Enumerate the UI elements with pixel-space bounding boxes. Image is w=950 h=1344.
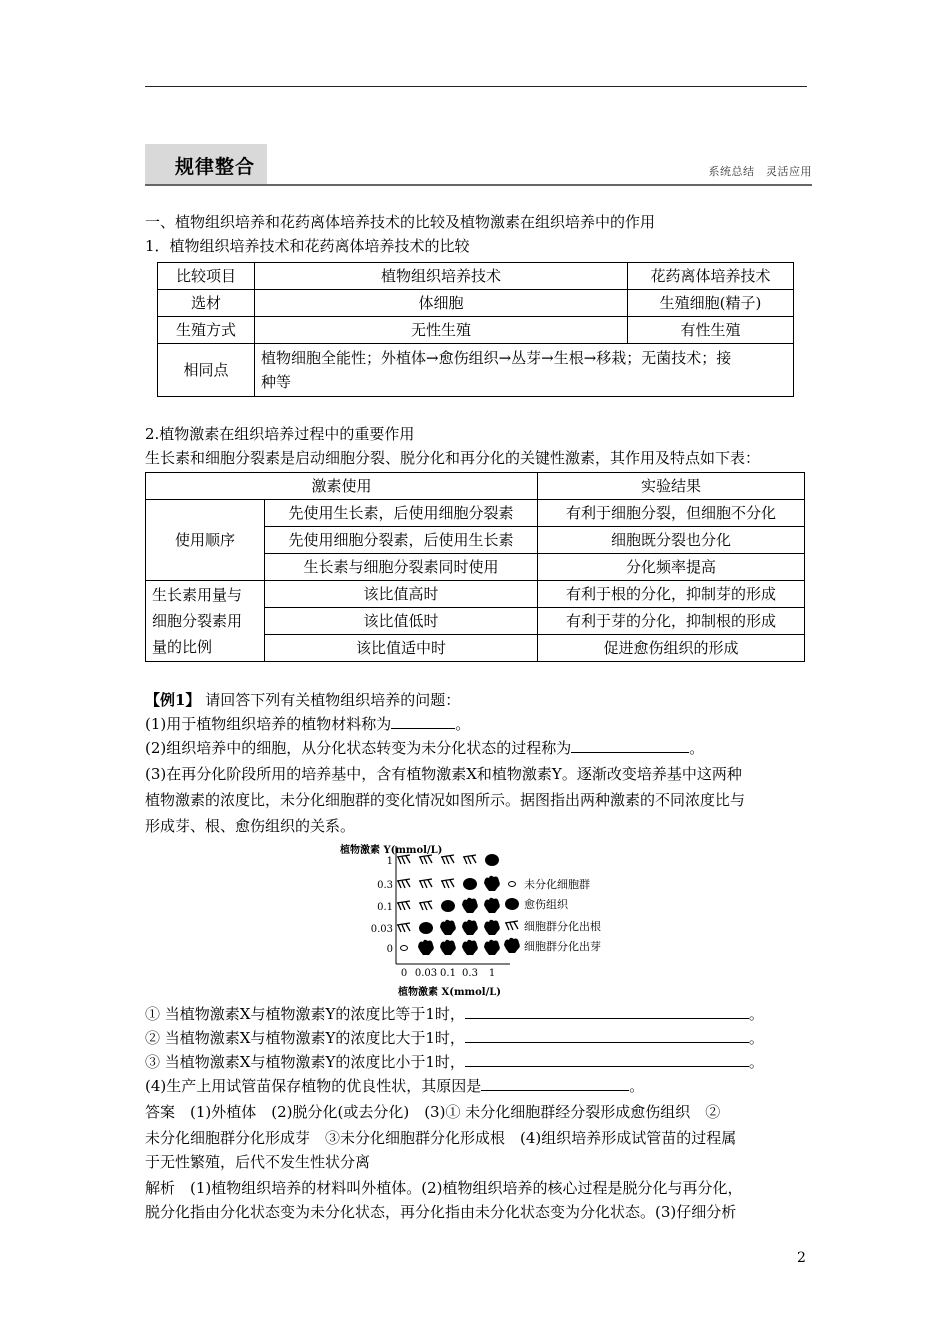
legend-label: 未分化细胞群	[524, 878, 590, 891]
table-row	[158, 263, 794, 290]
question-2-text: (2)组织培养中的细胞，从分化状态转变为未分化状态的过程称为	[145, 739, 572, 757]
sub-question-end: 。	[748, 1053, 764, 1071]
table-row	[158, 344, 794, 397]
section-subtitle: 系统总结 灵活应用	[708, 165, 812, 178]
root-stroke	[419, 855, 432, 864]
root-mark	[463, 855, 476, 864]
section-title: 规律整合	[175, 156, 256, 178]
table-row	[146, 500, 805, 527]
callus-mark	[463, 878, 477, 890]
root-stroke	[397, 879, 410, 888]
root-mark	[397, 901, 410, 910]
answer-line-2: 未分化细胞群分化形成芽 ③未分化细胞群分化形成根 (4)组织培养形成试管苗的过程属	[145, 1129, 737, 1147]
root-stroke	[441, 855, 454, 864]
group2-label-line: 细胞分裂素用	[152, 612, 243, 630]
legend-root-icon	[505, 921, 518, 930]
table-row	[146, 581, 805, 608]
table-row	[146, 473, 805, 500]
question-2	[145, 736, 704, 760]
analysis-line-2: 脱分化指由分化状态变为未分化状态，再分化指由未分化状态变为分化状态。(3)仔细分析	[145, 1203, 737, 1221]
shoot-shape	[440, 920, 456, 935]
subheading-1: 1．植物组织培养技术和花药离体培养技术的比较	[145, 237, 470, 255]
root-mark	[397, 855, 410, 864]
table-cell: 有性生殖	[628, 317, 794, 344]
analysis-line-1: 解析 (1)植物组织培养的材料叫外植体。(2)植物组织培养的核心过程是脱分化与再分化，	[145, 1179, 743, 1197]
sub-question-3-text: ③ 当植物激素X与植物激素Y的浓度比小于1时，	[145, 1053, 465, 1071]
root-stroke	[441, 879, 454, 888]
root-stroke	[397, 901, 410, 910]
table-cell: 有利于细胞分裂，但细胞不分化	[538, 500, 805, 527]
shoot-mark	[462, 920, 478, 935]
y-tick-label: 0.03	[370, 924, 393, 935]
question-4-text: (4)生产上用试管苗保存植物的优良性状，其原因是	[145, 1077, 482, 1095]
x-tick-label: 0.3	[462, 968, 478, 979]
shoot-shape	[484, 876, 500, 891]
example-line	[145, 688, 460, 712]
table-cell: 生长素与细胞分裂素同时使用	[265, 554, 538, 581]
y-tick-label: 0.3	[377, 880, 393, 891]
callus-mark	[485, 854, 499, 866]
question-2-end: 。	[689, 739, 705, 757]
sub-question-2-text: ② 当植物激素X与植物激素Y的浓度比大于1时，	[145, 1029, 465, 1047]
y-tick-label: 1	[386, 856, 393, 867]
x-tick-label: 0.1	[440, 968, 456, 979]
shoot-shape	[462, 920, 478, 935]
sub-question-2	[145, 1026, 764, 1050]
legend-label: 细胞群分化出芽	[524, 940, 601, 953]
root-stroke	[397, 855, 410, 864]
legend-shoot-icon	[504, 938, 520, 953]
shoot-mark	[484, 940, 500, 955]
y-axis-label: 植物激素 Y(mmol/L)	[340, 845, 443, 856]
sub-question-1	[145, 1002, 764, 1026]
table-cell: 该比值低时	[265, 608, 538, 635]
root-stroke	[397, 923, 410, 932]
root-stroke	[419, 879, 432, 888]
answer-blank	[571, 738, 689, 753]
table-cell: 生殖方式	[158, 317, 255, 344]
callus-mark	[441, 900, 455, 912]
question-3-line-2: 植物激素的浓度比，未分化细胞群的变化情况如图所示。据图指出两种激素的不同浓度比与	[145, 791, 746, 809]
root-mark	[397, 923, 410, 932]
table-header: 激素使用	[146, 473, 538, 500]
page-number: 2	[797, 1250, 806, 1266]
answer-blank	[465, 1004, 749, 1019]
comparison-table	[157, 262, 794, 397]
shoot-mark	[484, 898, 500, 913]
shoot-mark	[440, 940, 456, 955]
shoot-shape	[440, 940, 456, 955]
answer-blank	[465, 1028, 749, 1043]
shoot-shape	[484, 898, 500, 913]
answer-line-1: 答案 (1)外植体 (2)脱分化(或去分化) (3)① 未分化细胞群经分裂形成愈伤组织 ②	[145, 1103, 721, 1121]
example-question: 请回答下列有关植物组织培养的问题：	[205, 691, 461, 709]
root-stroke	[463, 855, 476, 864]
shoot-shape	[462, 898, 478, 913]
root-mark	[419, 901, 432, 910]
shoot-mark	[440, 920, 456, 935]
table-header: 比较项目	[158, 263, 255, 290]
root-mark	[441, 879, 454, 888]
table-cell: 有利于芽的分化，抑制根的形成	[538, 608, 805, 635]
answer-blank	[391, 714, 455, 729]
legend-label: 愈伤组织	[524, 898, 568, 911]
table-cell: 相同点	[158, 344, 255, 397]
question-1-end: 。	[455, 715, 471, 733]
y-tick-label: 0	[386, 944, 393, 955]
x-axis-label: 植物激素 X(mmol/L)	[398, 987, 502, 998]
answer-blank	[481, 1076, 629, 1091]
table-header: 花药离体培养技术	[628, 263, 794, 290]
question-3-line-3: 形成芽、根、愈伤组织的关系。	[145, 817, 356, 835]
root-mark	[397, 879, 410, 888]
table-row	[158, 290, 794, 317]
question-1	[145, 712, 470, 736]
answer-blank	[465, 1052, 749, 1067]
example-label: 【例1】	[145, 691, 201, 709]
table-cell: 细胞既分裂也分化	[538, 527, 805, 554]
shoot-shape	[462, 940, 478, 955]
table-cell: 生殖细胞(精子)	[628, 290, 794, 317]
section-heading: 一、植物组织培养和花药离体培养技术的比较及植物激素在组织培养中的作用	[145, 213, 656, 231]
section-header	[145, 144, 812, 186]
group2-label-line: 量的比例	[152, 638, 213, 656]
x-tick-label: 0	[400, 968, 408, 979]
legend-label: 细胞群分化出根	[524, 920, 601, 933]
table-cell: 分化频率提高	[538, 554, 805, 581]
table-cell: 选材	[158, 290, 255, 317]
callus-mark	[419, 922, 433, 934]
hormone-figure-svg	[340, 838, 630, 998]
legend-callus-icon	[505, 898, 519, 910]
x-tick-label: 0.03	[414, 968, 438, 979]
hormone-table	[145, 472, 805, 662]
y-tick-label: 0.1	[377, 902, 393, 913]
question-4	[145, 1074, 644, 1098]
common-line-1: 植物细胞全能性；外植体→愈伤组织→丛芽→生根→移栽；无菌技术；接	[261, 349, 732, 367]
sub-question-end: 。	[748, 1005, 764, 1023]
table-row	[158, 317, 794, 344]
root-mark	[441, 855, 454, 864]
sub-question-1-text: ① 当植物激素X与植物激素Y的浓度比等于1时，	[145, 1005, 465, 1023]
table-header: 植物组织培养技术	[255, 263, 628, 290]
shoot-mark	[418, 940, 434, 955]
table-cell: 先使用生长素，后使用细胞分裂素	[265, 500, 538, 527]
undiff-mark	[401, 946, 408, 951]
shoot-mark	[484, 876, 500, 891]
question-3-line-1: (3)在再分化阶段所用的培养基中，含有植物激素X和植物激素Y。逐渐改变培养基中这两种	[145, 765, 742, 783]
table-cell: 促进愈伤组织的形成	[538, 635, 805, 662]
group2-label-line: 生长素用量与	[152, 586, 243, 604]
shoot-mark	[462, 898, 478, 913]
root-mark	[419, 855, 432, 864]
table-header: 实验结果	[538, 473, 805, 500]
top-rule	[145, 86, 807, 87]
shoot-shape	[484, 940, 500, 955]
shoot-shape	[418, 940, 434, 955]
header-rule	[145, 184, 812, 186]
shoot-mark	[462, 940, 478, 955]
shoot-mark	[484, 920, 500, 935]
x-tick-label: 1	[488, 968, 496, 979]
table-cell: 有利于根的分化，抑制芽的形成	[538, 581, 805, 608]
intro-text: 生长素和细胞分裂素是启动细胞分裂、脱分化和再分化的关键性激素，其作用及特点如下表：	[145, 449, 761, 467]
common-line-2: 种等	[261, 373, 292, 391]
table-group-label	[146, 581, 265, 662]
question-1-text: (1)用于植物组织培养的植物材料称为	[145, 715, 392, 733]
sub-question-3	[145, 1050, 764, 1074]
legend-undiff-icon	[509, 882, 516, 887]
question-4-end: 。	[629, 1077, 645, 1095]
table-cell: 无性生殖	[255, 317, 628, 344]
subheading-2: 2.植物激素在组织培养过程中的重要作用	[145, 425, 415, 443]
table-cell-common	[255, 344, 794, 397]
table-cell: 体细胞	[255, 290, 628, 317]
hormone-figure	[340, 838, 630, 998]
table-cell: 该比值适中时	[265, 635, 538, 662]
table-group-label: 使用顺序	[146, 500, 265, 581]
table-cell: 该比值高时	[265, 581, 538, 608]
table-cell: 先使用细胞分裂素，后使用生长素	[265, 527, 538, 554]
answer-line-3: 于无性繁殖，后代不发生性状分离	[145, 1153, 371, 1171]
shoot-shape	[484, 920, 500, 935]
root-stroke	[419, 901, 432, 910]
root-stroke	[505, 921, 518, 930]
sub-question-end: 。	[748, 1029, 764, 1047]
shoot-shape	[504, 938, 520, 953]
root-mark	[419, 879, 432, 888]
